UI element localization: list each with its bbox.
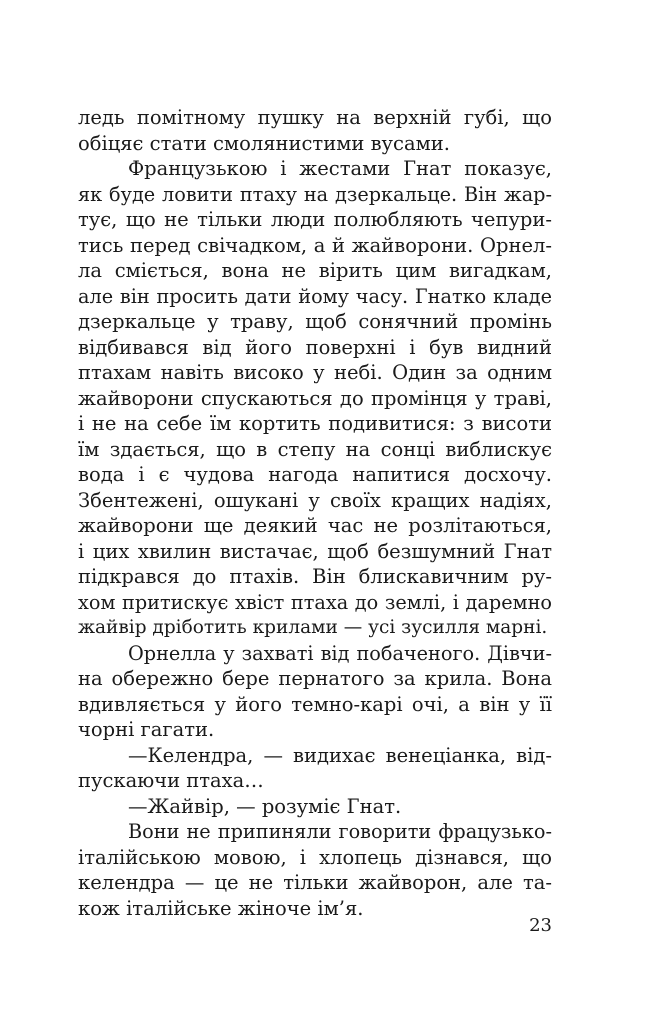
text-line: підкрався до птахів. Він блискавичним ру- (78, 565, 552, 588)
text-line: келендра — це не тільки жайворон, але та- (78, 871, 552, 894)
text-line: Вони не припиняли говорити фрацузько- (128, 820, 552, 843)
text-line: тись перед свічадком, а й жайворони. Орнел- (78, 233, 552, 257)
text-line: кож італійське жіноче ім’я. (78, 896, 364, 920)
text-line: Орнелла у захваті від побаченого. Дівчи- (128, 641, 552, 665)
text-line: італійською мовою, і хлопець дізнався, що (78, 845, 552, 869)
text-line: на обережно бере пернатого за крила. Вона (78, 667, 552, 690)
page-number: 23 (529, 915, 552, 936)
text-line: і цих хвилин вистачає, щоб безшумний Гнат (78, 539, 552, 563)
text-line: обіцяє стати смолянистими вусами. (78, 131, 450, 155)
text-line: жайворони спускаються до промінця у траві, (78, 386, 552, 410)
text-line: чорні гагати. (78, 718, 215, 741)
text-line: жайвір дріботить крилами — усі зусилля марні. (78, 617, 548, 638)
text-line: —Келендра, — видихає венеціанка, від- (128, 743, 552, 767)
text-line: вдивляється у його темно-карі очі, а він у її (78, 692, 552, 716)
text-line: їм здається, що в степу на сонці виблискує (78, 437, 552, 461)
text-line: ла сміється, вона не вірить цим вигадкам, (78, 259, 552, 282)
text-line: —Жайвір, — розуміє Гнат. (128, 794, 402, 818)
text-line: пускаючи птаха… (78, 769, 264, 792)
text-line: вода і є чудова нагода напитися досхочу. (78, 463, 552, 486)
text-line: тує, що не тільки люди полюбляють чепури- (78, 208, 552, 231)
text-line: птахам навіть високо у небі. Один за одним (78, 361, 552, 384)
text-line: дзеркальце у траву, щоб сонячний промінь (78, 310, 552, 333)
text-line: але він просить дати йому часу. Гнатко кладе (78, 284, 552, 308)
text-line: і не на себе їм кортить подивитися: з висоти (78, 412, 552, 435)
text-line: Збентежені, ошукані у своїх кращих надіях, (78, 488, 552, 512)
text-line: хом притискує хвіст птаха до землі, і даремно (78, 590, 552, 614)
text-line: як буде ловити птаху на дзеркальце. Він жар- (78, 182, 552, 206)
text-line: ледь помітному пушку на верхній губі, що (78, 106, 552, 129)
text-line: жайворони ще деякий час не розлітаються, (78, 514, 552, 537)
text-line: Французькою і жестами Гнат показує, (128, 157, 552, 180)
text-line: відбивався від його поверхні і був видний (78, 335, 552, 359)
